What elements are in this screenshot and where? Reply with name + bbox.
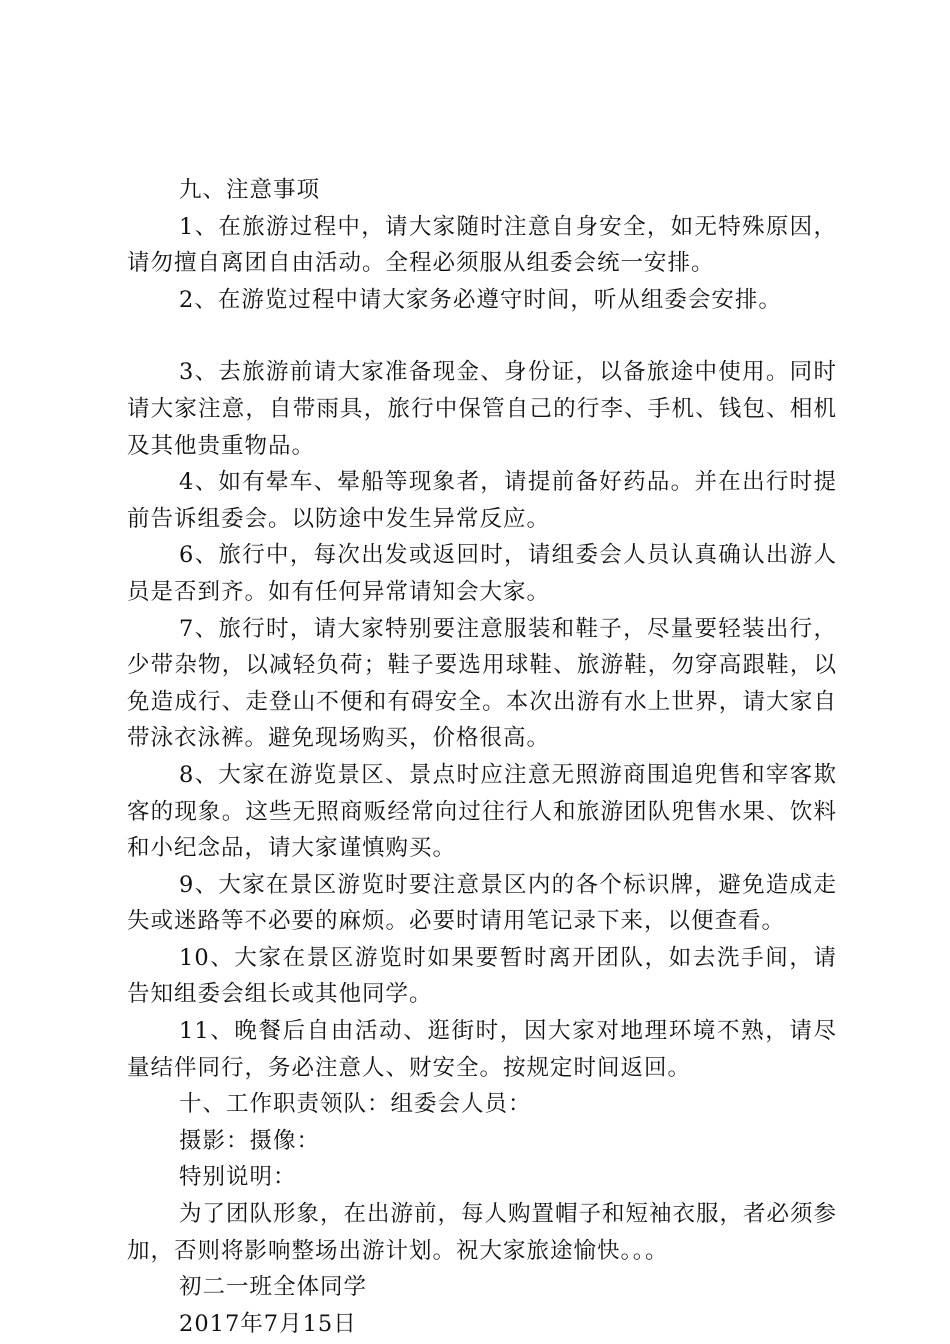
special-note-heading: 特别说明： (179, 1164, 297, 1191)
note-item-4: 4、如有晕车、晕船等现象者，请提前备好药品。并在出行时提前告诉组委会。以防途中发生异常反应。 (127, 469, 837, 532)
note-item-1: 1、在旅游过程中，请大家随时注意自身安全，如无特殊原因，请勿擅自离团自由活动。全程必须服从组委会统一安排。 (127, 213, 837, 277)
section-heading-notes: 九、注意事项 (179, 177, 321, 203)
note-item-11: 11、晚餐后自由活动、逛街时，因大家对地理环境不熟，请尽量结伴同行，务必注意人、财安全。按规定时间返回。 (127, 1018, 837, 1081)
duties-photo-video: 摄影：摄像： (179, 1127, 321, 1154)
note-item-3: 3、去旅游前请大家准备现金、身份证，以备旅途中使用。同时请大家注意，自带雨具，旅行中保管自己的行李、手机、钱包、相机及其他贵重物品。 (127, 359, 837, 459)
note-item-10: 10、大家在景区游览时如果要暂时离开团队，如去洗手间，请告知组委会组长或其他同学。 (127, 944, 837, 1008)
document-body (127, 172, 837, 1342)
special-note-text: 为了团队形象，在出游前，每人购置帽子和短袖衣服，者必须参加，否则将影响整场出游计划。祝大家旅途愉快。。。 (127, 1201, 838, 1264)
note-item-8: 8、大家在游览景区、景点时应注意无照游商围追兜售和宰客欺客的现象。这些无照商贩经常向过往行人和旅游团队兜售水果、饮料和小纪念品，请大家谨慎购买。 (127, 761, 837, 862)
note-item-9: 9、大家在景区游览时要注意景区内的各个标识牌，避免造成走失或迷路等不必要的麻烦。必要时请用笔记录下来，以便查看。 (127, 871, 837, 935)
note-item-2: 2、在游览过程中请大家务必遵守时间，听从组委会安排。 (179, 286, 782, 313)
note-item-7: 7、旅行时，请大家特别要注意服装和鞋子，尽量要轻装出行，少带杂物，以减轻负荷；鞋子要选用球鞋、旅游鞋，勿穿高跟鞋，以免造成行、走登山不便和有碍安全。本次出游有水上世界，请大家自带泳衣泳裤。避免现场购买，价格很高。 (127, 615, 837, 752)
signature: 初二一班全体同学 (179, 1274, 368, 1301)
section-heading-duties: 十、工作职责领队：组委会人员： (179, 1091, 532, 1118)
document-date: 2017年7月15日 (179, 1310, 357, 1337)
note-item-6: 6、旅行中，每次出发或返回时，请组委会人员认真确认出游人员是否到齐。如有任何异常请知会大家。 (127, 542, 837, 605)
